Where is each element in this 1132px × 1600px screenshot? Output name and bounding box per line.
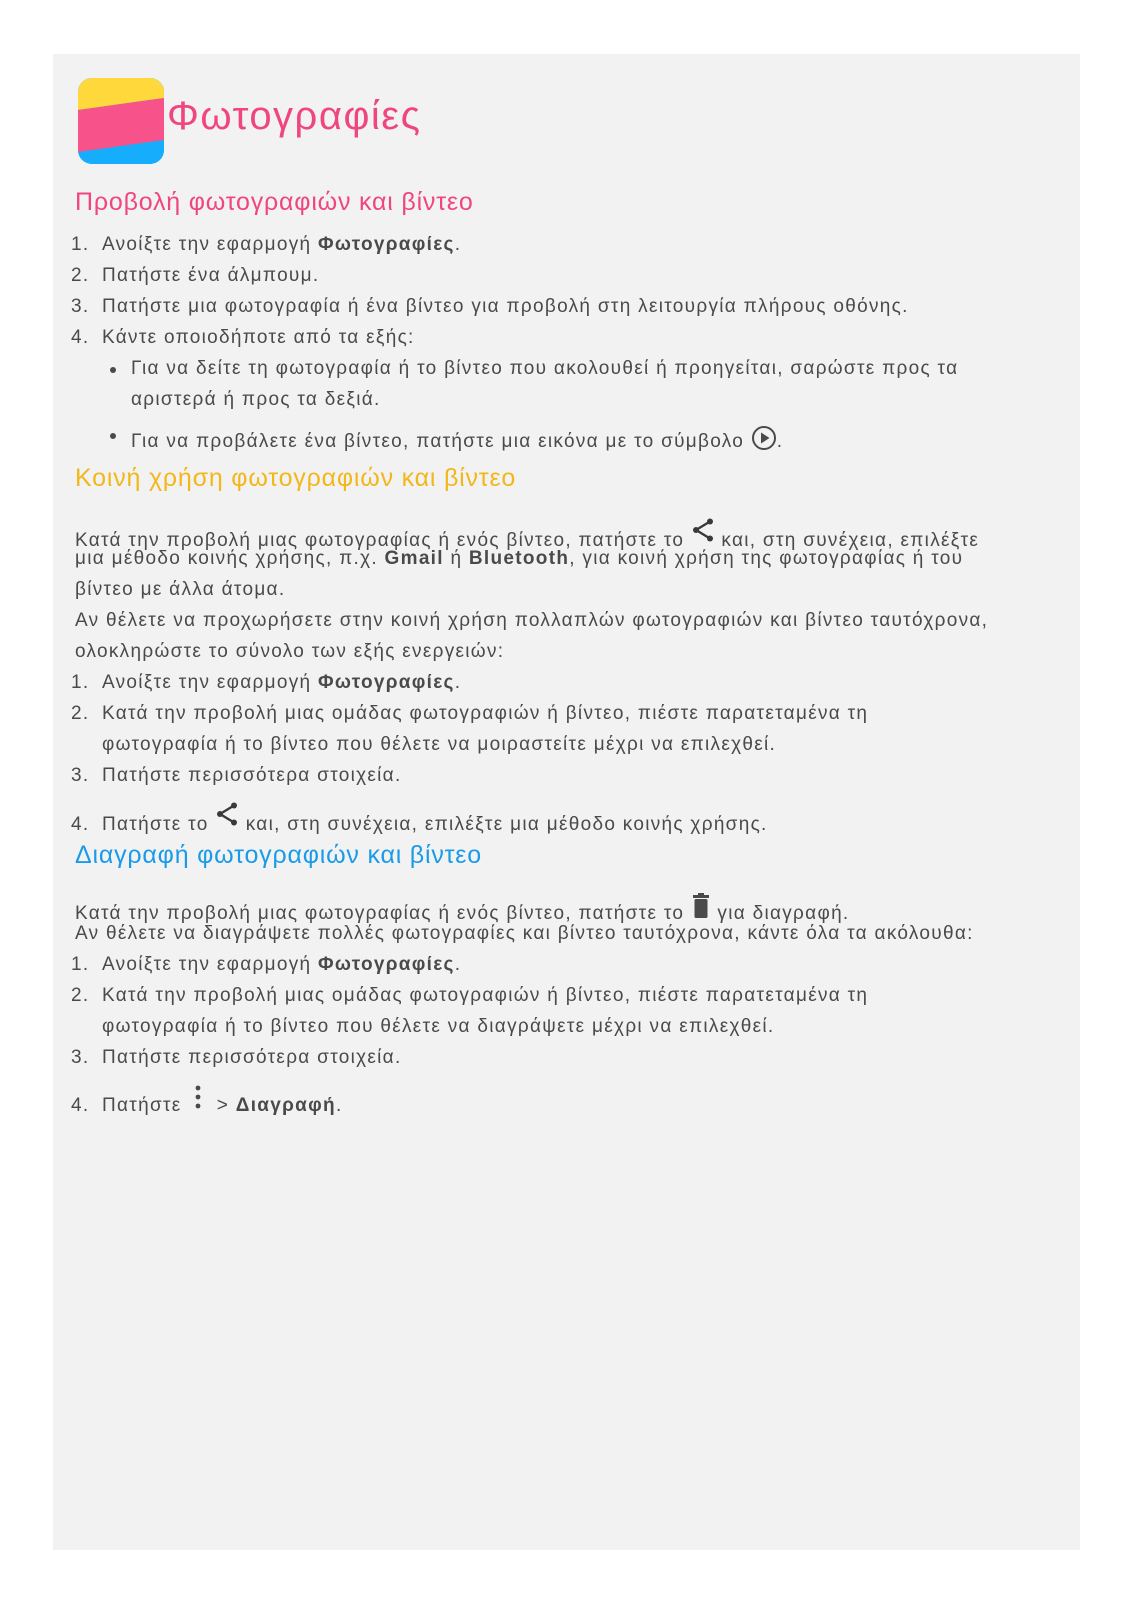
share-paragraph-1-line-2: μια μέθοδο κοινής χρήσης, π.χ. Gmail ή Bluetooth, για κοινή χρήση της φωτογραφίας ή του [75, 548, 964, 569]
delete-step-4: 4. Πατήστε > Διαγραφή. [71, 1085, 343, 1115]
trash-icon [691, 893, 711, 919]
view-bullet-2: Για να προβάλετε ένα βίντεο, πατήστε μια εικόνα με το σύμβολο . [131, 425, 783, 451]
share-paragraph-1-line-3: βίντεο με άλλα άτομα. [75, 579, 286, 600]
share-paragraph-1-line-1: Κατά την προβολή μιας φωτογραφίας ή ενός βίντεο, πατήστε το και, στη συνέχεια, επιλέξτε [75, 518, 979, 550]
delete-step-2-line-2: φωτογραφία ή το βίντεο που θέλετε να διαγράψετε μέχρι να επιλεχθεί. [102, 1016, 775, 1037]
delete-step-1: 1. Ανοίξτε την εφαρμογή Φωτογραφίες. [71, 954, 462, 975]
share-step-3: 3. Πατήστε περισσότερα στοιχεία. [71, 765, 402, 786]
section-heading-delete: Διαγραφή φωτογραφιών και βίντεο [75, 841, 482, 869]
share-step-2-line-1: 2. Κατά την προβολή μιας ομάδας φωτογραφιών ή βίντεο, πιέστε παρατεταμένα τη [71, 703, 869, 724]
share-icon [215, 802, 239, 826]
share-icon [691, 518, 715, 542]
share-paragraph-2-line-2: ολοκληρώστε το σύνολο των εξής ενεργειών: [75, 641, 505, 662]
view-step-2: 2. Πατήστε ένα άλμπουμ. [71, 265, 320, 286]
share-step-4: 4. Πατήστε το και, στη συνέχεια, επιλέξτε μια μέθοδο κοινής χρήσης. [71, 802, 768, 834]
view-step-3: 3. Πατήστε μια φωτογραφία ή ένα βίντεο για προβολή στη λειτουργία πλήρους οθόνης. [71, 296, 909, 317]
delete-step-2-line-1: 2. Κατά την προβολή μιας ομάδας φωτογραφιών ή βίντεο, πιέστε παρατεταμένα τη [71, 985, 869, 1006]
share-step-1: 1. Ανοίξτε την εφαρμογή Φωτογραφίες. [71, 672, 462, 693]
section-heading-view: Προβολή φωτογραφιών και βίντεο [75, 188, 474, 216]
photos-app-icon [78, 78, 164, 164]
play-circle-icon [751, 425, 777, 451]
share-step-2-line-2: φωτογραφία ή το βίντεο που θέλετε να μοιραστείτε μέχρι να επιλεχθεί. [102, 734, 777, 755]
bullet-dot [110, 433, 116, 439]
share-paragraph-2-line-1: Αν θέλετε να προχωρήσετε στην κοινή χρήση πολλαπλών φωτογραφιών και βίντεο ταυτόχρονα, [75, 610, 989, 631]
delete-step-3: 3. Πατήστε περισσότερα στοιχεία. [71, 1047, 402, 1068]
delete-paragraph-1: Κατά την προβολή μιας φωτογραφίας ή ενός βίντεο, πατήστε το για διαγραφή. [75, 893, 850, 923]
section-heading-share: Κοινή χρήση φωτογραφιών και βίντεο [75, 464, 517, 492]
bullet-dot [110, 367, 116, 373]
view-step-4: 4. Κάντε οποιοδήποτε από τα εξής: [71, 327, 415, 348]
view-step-1: 1. Ανοίξτε την εφαρμογή Φωτογραφίες. [71, 234, 462, 255]
view-bullet-1-line-2: αριστερά ή προς τα δεξιά. [131, 389, 381, 410]
view-bullet-1-line-1: Για να δείτε τη φωτογραφία ή το βίντεο που ακολουθεί ή προηγείται, σαρώστε προς τα [131, 358, 959, 379]
more-vertical-icon [194, 1085, 202, 1113]
page-title: Φωτογραφίες [167, 94, 422, 138]
delete-paragraph-2: Αν θέλετε να διαγράψετε πολλές φωτογραφίες και βίντεο ταυτόχρονα, κάντε όλα τα ακόλουθα: [75, 923, 974, 944]
